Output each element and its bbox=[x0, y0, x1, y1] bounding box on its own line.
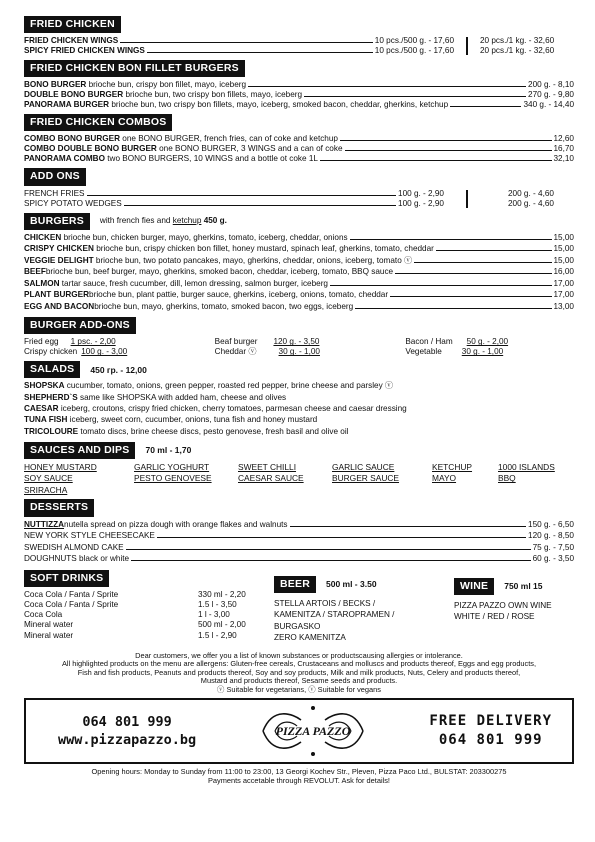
addon-item: Bacon / Ham 50 g. - 2,00 bbox=[405, 337, 509, 347]
section-note: 450 гр. - 12,00 bbox=[90, 364, 147, 375]
section-title: ADD ONS bbox=[24, 168, 86, 185]
bon-fillet-section bbox=[24, 60, 574, 110]
column-divider bbox=[466, 190, 468, 208]
phone-number[interactable]: 064 801 999 bbox=[82, 714, 172, 731]
allergen-notice: Dear customers, we offer you a list of known substances or productscausing allergies or intolerance. All highlighted products on the menu are allergens: Gluten-free cereals, Crustaceans and molluscs and products thereof, Eggs and egg products, Fish and fish products, Peanuts and products thereof, Soy and soy products, Milk and milk products, Nuts, Celery and products thereof, Mustard and products thereof, Sesame seeds and products. ⓥ Suitable for vegetarians, ⓥ Suitable for vegans bbox=[61, 650, 537, 694]
website-link[interactable]: www.pizzapazzo.bg bbox=[58, 732, 197, 749]
addon-item: Cheddar ⓥ 30 g. - 1,00 bbox=[214, 347, 320, 357]
menu-item: VEGGIE DELIGHT brioche bun, two potato pancakes, mayo, gherkins, cheddar, onions, iceberg, tomato ⓥ 15,00 bbox=[24, 255, 574, 265]
addon-item: Fried egg 1 psc. - 2,00 bbox=[24, 337, 116, 347]
logo-text: PIZZA PAZZO bbox=[275, 724, 351, 739]
sauce-item: BURGER SAUCE bbox=[332, 473, 400, 484]
menu-item: EGG AND BACON brioche bun, mayo, gherkins, tomato, smoked bacon, two eggs, iceberg 13,00 bbox=[24, 301, 574, 311]
sauce-item: PESTO GENOVESE bbox=[134, 473, 212, 484]
menu-item: COMBO DOUBLE BONO BURGER one BONO BURGER, 3 WINGS and a can of coke 16,70 bbox=[24, 144, 574, 154]
salad-item: CAESAR iceberg, croutons, crispy fried chicken, cherry tomatoes, parmesan cheese and caesar dressing bbox=[24, 403, 407, 413]
menu-item: SWEDISH ALMOND CAKE 75 g. - 7,50 bbox=[24, 542, 574, 552]
menu-item: NUTTIZZA nutella spread on pizza dough with orange flakes and walnuts 150 g. - 6,50 bbox=[24, 519, 574, 529]
menu-item: SALMON tartar sauce, fresh cucumber, dill, lemon dressing, salmon burger, iceberg 17,00 bbox=[24, 278, 574, 288]
salad-item: SHOPSKA cucumber, tomato, onions, green pepper, roasted red pepper, brine cheese and parsley ⓥ bbox=[24, 381, 394, 391]
salad-item: SHEPHERD`S same like SHOPSKA with added ham, cheese and olives bbox=[24, 392, 287, 402]
section-title: WINE bbox=[454, 578, 494, 595]
desserts-section bbox=[24, 499, 574, 565]
menu-item: FRENCH FRIES 100 g. - 2,90 bbox=[24, 188, 444, 198]
salad-item: TUNA FISH iceberg, sweet corn, cucumber, onions, tuna fish and honey mustard bbox=[24, 415, 318, 425]
sauce-item: SOY SAUCE bbox=[24, 473, 73, 484]
combos-section bbox=[24, 114, 574, 164]
burgers-section bbox=[24, 213, 574, 314]
menu-item: PANORAMA BURGER brioche bun, two crispy bon fillets, mayo, iceberg, smoked bacon, cheddar, gherkins, ketchup 340 g. - 14,40 bbox=[24, 100, 574, 110]
sauce-item: CAESAR SAUCE bbox=[238, 473, 304, 484]
burger-addons-section bbox=[24, 317, 574, 357]
sauce-item: KETCHUP bbox=[432, 461, 473, 472]
footer-info bbox=[24, 768, 574, 786]
addon-item: Crispy chicken 100 g. - 3,00 bbox=[24, 347, 128, 357]
sauce-item: GARLIC SAUCE bbox=[332, 461, 395, 472]
section-note: 750 ml 15 bbox=[504, 580, 543, 591]
section-title: BEER bbox=[274, 576, 316, 593]
sauce-list bbox=[24, 462, 574, 496]
menu-page bbox=[24, 16, 574, 786]
section-title: FRIED CHICKEN bbox=[24, 16, 121, 33]
section-title: DESSERTS bbox=[24, 499, 94, 516]
addons-section: ADD ONS FRENCH FRIES 100 g. - 2,90 SPICY POTATO WEDGES 100 g. - 2,90 200 g. - 4,60 200 g. - 4,60 bbox=[24, 170, 554, 208]
sauce-item: SRIRACHA bbox=[24, 484, 68, 495]
addon-item: Beaf burger 120 g. - 3,50 bbox=[214, 337, 320, 347]
menu-item: PLANT BURGER brioche bun, plant pattie, burger sauce, gherkins, iceberg, onions, tomato, cheddar 17,00 bbox=[24, 290, 574, 300]
salad-item: TRICOLOURE tomato discs, brine cheese discs, pesto genovese, fresh basil and olive oil bbox=[24, 426, 349, 436]
column-divider bbox=[466, 37, 468, 55]
menu-item: SPICY FRIED CHICKEN WINGS 10 pcs./500 g. - 17,60 bbox=[24, 46, 454, 56]
menu-item: FRIED CHICKEN WINGS 10 pcs./500 g. - 17,60 bbox=[24, 36, 454, 46]
section-note: 500 ml - 3.50 bbox=[325, 578, 377, 589]
section-title: SALADS bbox=[24, 361, 80, 378]
menu-item: CRISPY CHICKEN brioche bun, crispy chicken bon fillet, honey mustard, spinach leaf, gherkins, tomato, cheddar 15,00 bbox=[24, 244, 574, 254]
contact-banner bbox=[24, 698, 574, 764]
soft-drinks-section: SOFT DRINKS Coca Cola / Fanta / Sprite 330 ml - 2,20 Coca Cola / Fanta / Sprite 1.5 l - 3,50 Coca Cola 1 l - 3,00 Mineral water 500 ml - 2,00 Mineral water 1.5 l - 2,90 bbox=[24, 571, 246, 640]
sauce-item: GARLIC YOGHURT bbox=[134, 461, 210, 472]
pizza-pazzo-logo bbox=[253, 701, 373, 761]
menu-item: PANORAMA COMBO two BONO BURGERS, 10 WINGS and a bottle ot coke 1L 32,10 bbox=[24, 154, 574, 164]
sauce-item: HONEY MUSTARD bbox=[24, 461, 97, 472]
menu-item: NEW YORK STYLE CHEESECAKE 120 g. - 8,50 bbox=[24, 531, 574, 541]
section-title: BURGER ADD-ONS bbox=[24, 317, 136, 334]
drinks-row bbox=[24, 570, 574, 644]
fried-chicken-section: FRIED CHICKEN FRIED CHICKEN WINGS 10 pcs./500 g. - 17,60 SPICY FRIED CHICKEN WINGS 10 pcs./500 g. - 17,60 20 pcs./1 kg. - 32,60 20 pcs./1 kg. - 32,60 bbox=[24, 18, 555, 56]
section-title: FRIED CHICKEN BON FILLET BURGERS bbox=[24, 60, 245, 77]
sauce-item: 1000 ISLANDS bbox=[498, 461, 555, 472]
addon-item: Vegetable 30 g. - 1,00 bbox=[405, 347, 504, 357]
delivery-label: FREE DELIVERY bbox=[429, 713, 552, 730]
section-title: FRIED CHICKEN COMBOS bbox=[24, 114, 172, 131]
section-title: BURGERS bbox=[24, 213, 90, 230]
section-title: SAUCES AND DIPS bbox=[24, 442, 135, 459]
sauce-item: MAYO bbox=[432, 473, 457, 484]
sauce-item: BBQ bbox=[498, 473, 516, 484]
menu-item: COMBO BONO BURGER one BONO BURGER, french fries, can of coke and ketchup 12,60 bbox=[24, 134, 574, 144]
payment-note: Payments accetable through REVOLUT. Ask for details! bbox=[208, 776, 390, 786]
sauce-item: SWEET CHILLI bbox=[238, 461, 297, 472]
opening-hours: Opening hours: Monday to Sunday from 11:00 to 23:00, 13 Georgi Kochev Str., Pleven, Pizza Paco Ltd., BULSTAT: 203300275 bbox=[91, 767, 507, 777]
salads-section bbox=[24, 361, 574, 438]
section-title: SOFT DRINKS bbox=[24, 570, 109, 587]
menu-item: DOUGHNUTS black or white 60 g. - 3,50 bbox=[24, 554, 574, 564]
sauces-section bbox=[24, 442, 574, 496]
section-note: 70 ml - 1,70 bbox=[145, 445, 192, 456]
menu-item: SPICY POTATO WEDGES 100 g. - 2,90 bbox=[24, 198, 444, 208]
menu-item: BEEF brioche bun, beef burger, mayo, gherkins, smoked bacon, cheddar, iceberg, tomato, BBQ sauce 16,00 bbox=[24, 267, 574, 277]
section-note: with french fies and ketchup 450 g. bbox=[99, 215, 227, 225]
beer-section: BEER 500 ml - 3.50 STELLA ARTOIS / BECKS / KAMENITZA / STAROPRAMEN / BURGASKO ZERO KAMENITZA bbox=[274, 577, 395, 643]
menu-item: CHICKEN brioche bun, chicken burger, mayo, gherkins, tomato, iceberg, cheddar, onions 15,00 bbox=[24, 232, 574, 242]
menu-item: BONO BURGER brioche bun, crispy bon fillet, mayo, iceberg 200 g. - 8,10 bbox=[24, 80, 574, 90]
menu-item: DOUBLE BONO BURGER brioche bun, two crispy bon fillets, mayo, iceberg 270 g. - 9,80 bbox=[24, 90, 574, 100]
delivery-phone[interactable]: 064 801 999 bbox=[438, 732, 543, 749]
wine-section: WINE 750 ml 15 PIZZA PAZZO OWN WINE WHITE / RED / ROSE bbox=[454, 579, 552, 622]
